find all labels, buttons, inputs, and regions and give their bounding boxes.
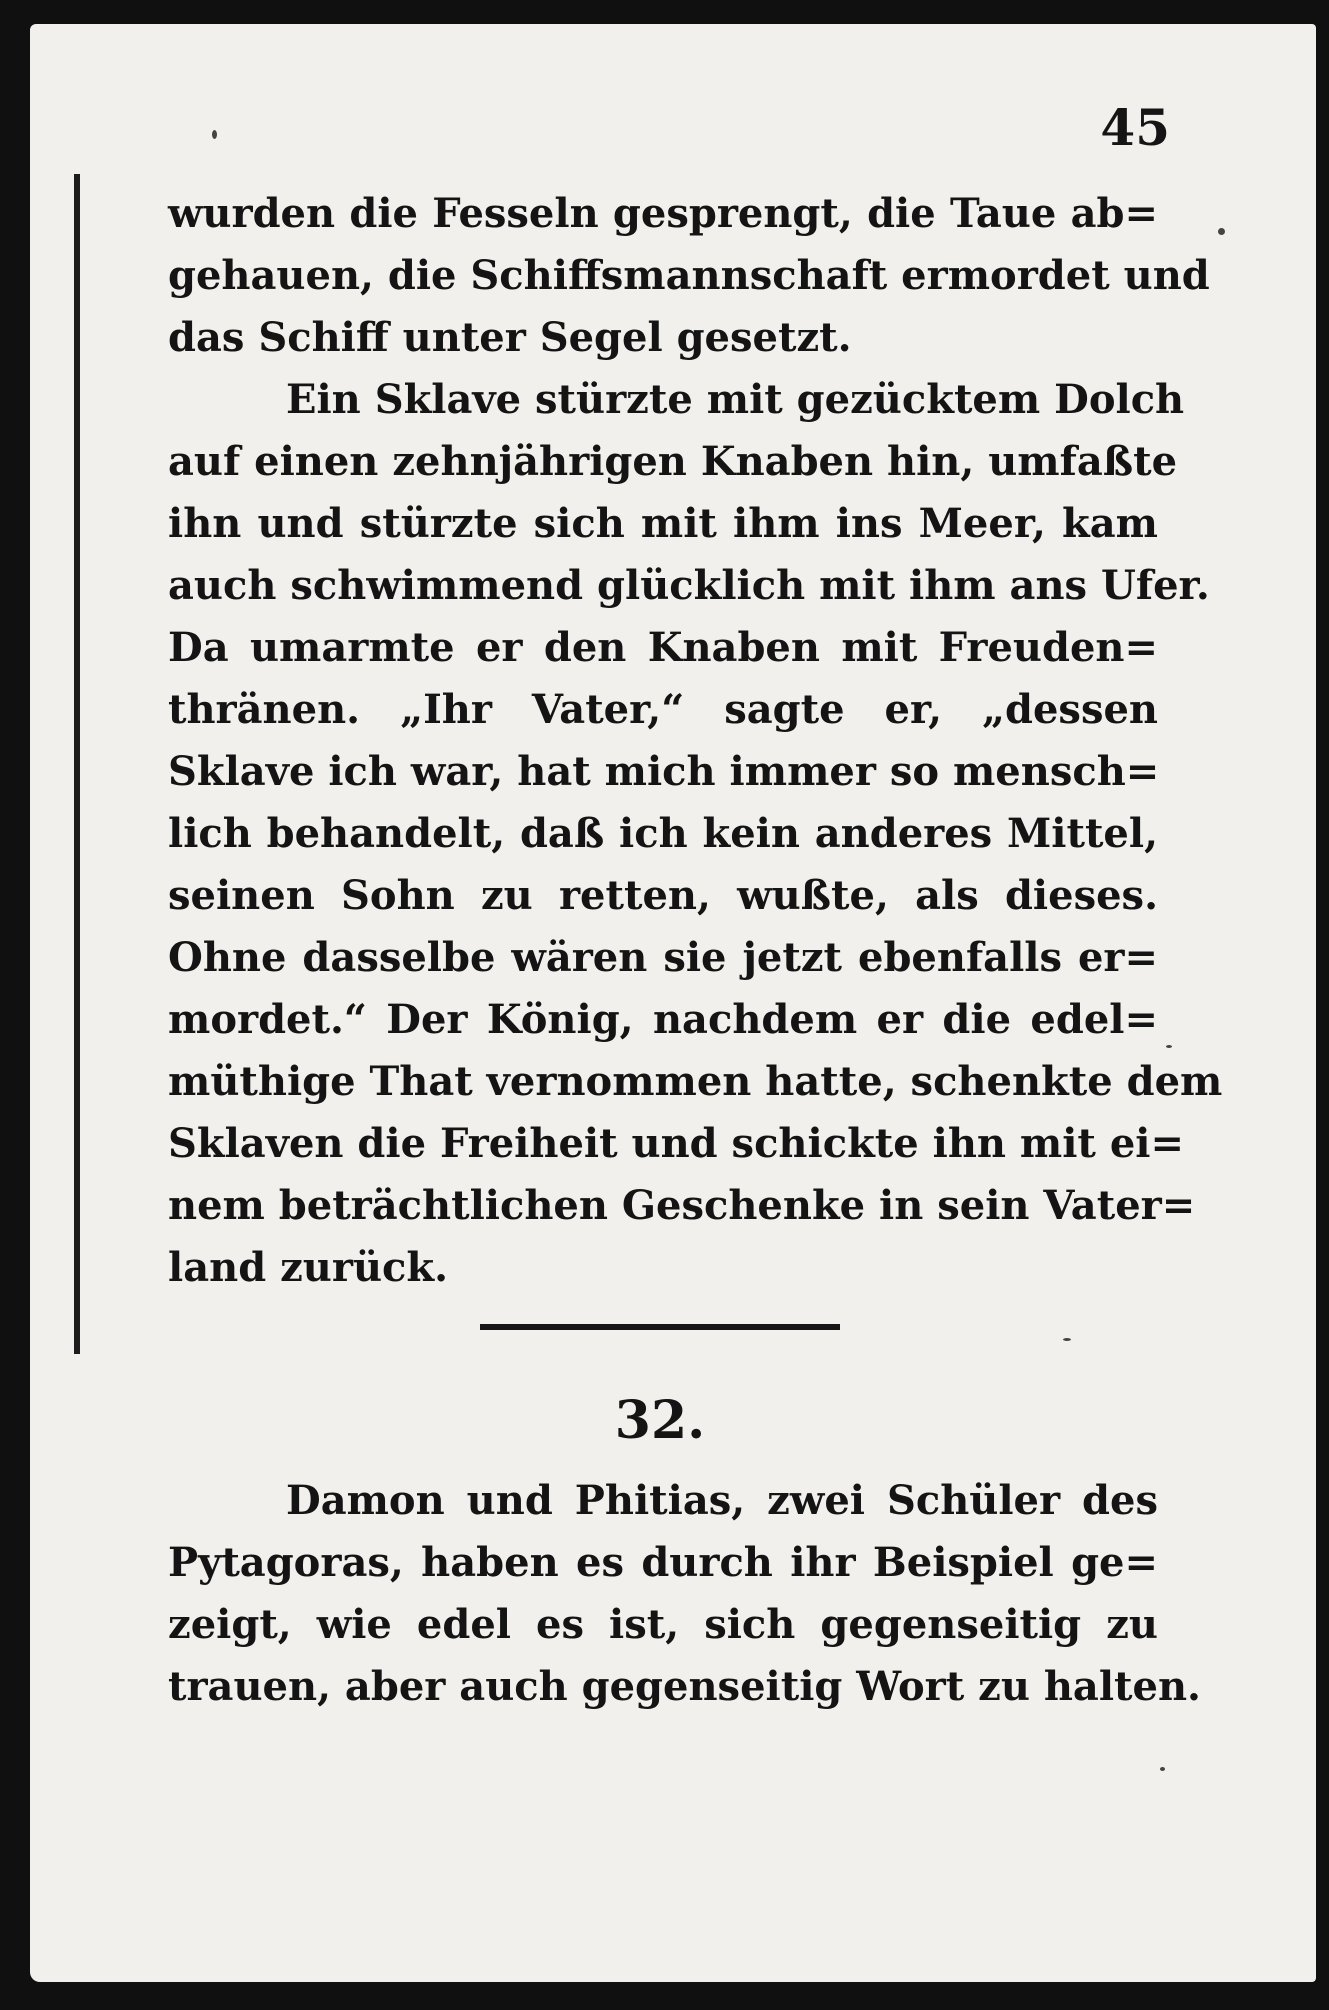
text-line: wurden die Fesseln gesprengt, die Taue ab= [168,190,1158,237]
text-line: thränen. „Ihr Vater,“ sagte er, „dessen [168,686,1158,733]
text-line: Sklaven die Freiheit und schickte ihn mit ei= [168,1120,1184,1167]
paragraph-block-32 [168,1470,1201,1718]
paper-speck [212,130,217,139]
text-line: Ohne dasselbe wären sie jetzt ebenfalls er= [168,934,1158,981]
paragraph-block-31 [168,183,1223,1299]
text-line: Da umarmte er den Knaben mit Freuden= [168,624,1158,671]
text-line: land zurück. [168,1244,449,1291]
section-divider [480,1324,840,1330]
text-line: trauen, aber auch gegenseitig Wort zu halten. [168,1663,1201,1710]
text-line: mordet.“ Der König, nachdem er die edel= [168,996,1158,1043]
text-line: Ein Sklave stürzte mit gezücktem Dolch [286,376,1185,423]
text-line: ihn und stürzte sich mit ihm ins Meer, kam [168,500,1158,547]
text-line: das Schiff unter Segel gesetzt. [168,314,852,361]
page-binding-edge [74,174,94,1354]
text-line: Sklave ich war, hat mich immer so mensch= [168,748,1160,795]
paper-speck [1166,1045,1172,1048]
paper-speck [1218,228,1225,235]
text-line: zeigt, wie edel es ist, sich gegenseitig zu [168,1601,1158,1648]
paper-speck [1160,1767,1165,1771]
text-line: auf einen zehnjährigen Knaben hin, umfaßte [168,438,1178,485]
text-line: auch schwimmend glücklich mit ihm ans Ufer. [168,562,1210,609]
text-line: müthige That vernommen hatte, schenkte dem [168,1058,1223,1105]
text-line: nem beträchtlichen Geschenke in sein Vater= [168,1182,1196,1229]
page-number: 45 [1100,98,1170,157]
paper-speck [1063,1338,1071,1341]
text-line: lich behandelt, daß ich kein anderes Mittel, [168,810,1158,857]
text-line: gehauen, die Schiffsmannschaft ermordet und [168,252,1210,299]
section-number: 32. [614,1390,706,1451]
text-line: Pytagoras, haben es durch ihr Beispiel ge= [168,1539,1158,1586]
text-line: seinen Sohn zu retten, wußte, als dieses. [168,872,1158,919]
text-line: Damon und Phitias, zwei Schüler des [286,1477,1158,1524]
